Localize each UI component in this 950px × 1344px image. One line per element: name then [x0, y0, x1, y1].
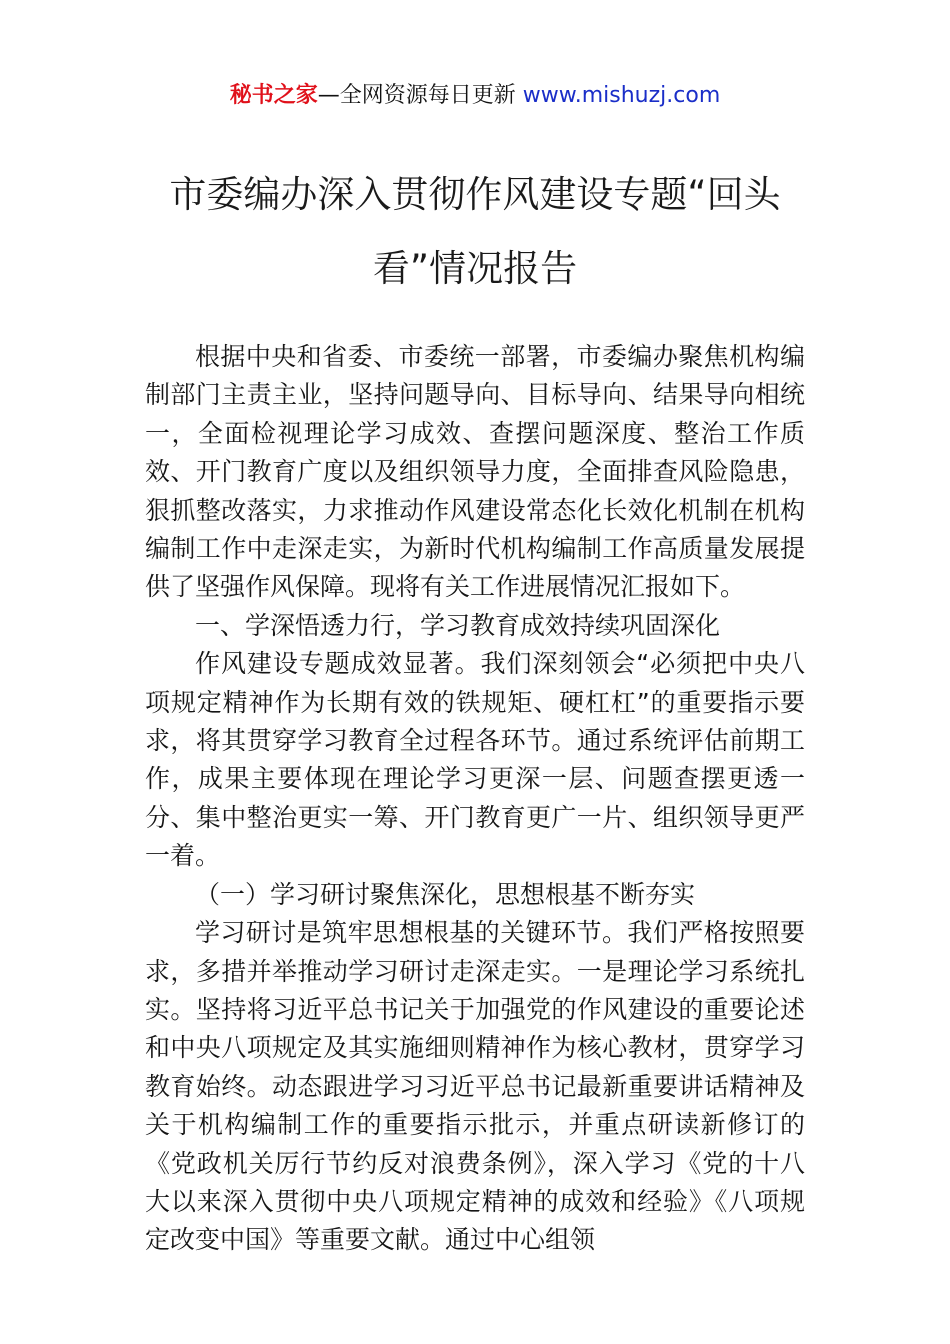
site-url-link[interactable]: www.mishuzj.com — [522, 83, 721, 108]
site-header — [0, 80, 950, 112]
paragraph-section-1: 作风建设专题成效显著。我们深刻领会“必须把中央八项规定精神作为长期有效的铁规矩、硬杠杠”的重要指示要求，将其贯穿学习教育全过程各环节。通过系统评估前期工作，成果主要体现在理论学习更深一层、问题查摆更透一分、集中整治更实一筹、开门教育更广一片、组织领导更严一着。 — [145, 649, 805, 871]
paragraph-intro: 根据中央和省委、市委统一部署，市委编办聚焦机构编制部门主责主业，坚持问题导向、目标导向、结果导向相统一，全面检视理论学习成效、查摆问题深度、整治工作质效、开门教育广度以及组织领导力度，全面排查风险隐患，狠抓整改落实，力求推动作风建设常态化长效化机制在机构编制工作中走深走实，为新时代机构编制工作高质量发展提供了坚强作风保障。现将有关工作进展情况汇报如下。 — [145, 342, 805, 602]
site-tagline: —全网资源每日更新 — [317, 83, 523, 108]
subsection-heading-1: （一）学习研讨聚焦深化，思想根基不断夯实 — [195, 879, 696, 909]
document-title: 市委编办深入贯彻作风建设专题“回头看”情况报告 — [169, 173, 781, 290]
paragraph-subsection-1: 学习研讨是筑牢思想根基的关键环节。我们严格按照要求，多措并举推动学习研讨走深走实。一是理论学习系统扎实。坚持将习近平总书记关于加强党的作风建设的重要论述和中央八项规定及其实施细则精神作为核心教材，贯穿学习教育始终。动态跟进学习习近平总书记最新重要讲话精神及关于机构编制工作的重要指示批示，并重点研读新修订的《党政机关厉行节约反对浪费条例》，深入学习《党的十八大以来深入贯彻中央八项规定精神的成效和经验》《八项规定改变中国》等重要文献。通过中心组领 — [145, 918, 805, 1255]
site-brand: 秘书之家 — [229, 83, 318, 108]
section-heading-1: 一、学深悟透力行，学习教育成效持续巩固深化 — [195, 610, 721, 640]
document-body — [145, 338, 805, 1260]
